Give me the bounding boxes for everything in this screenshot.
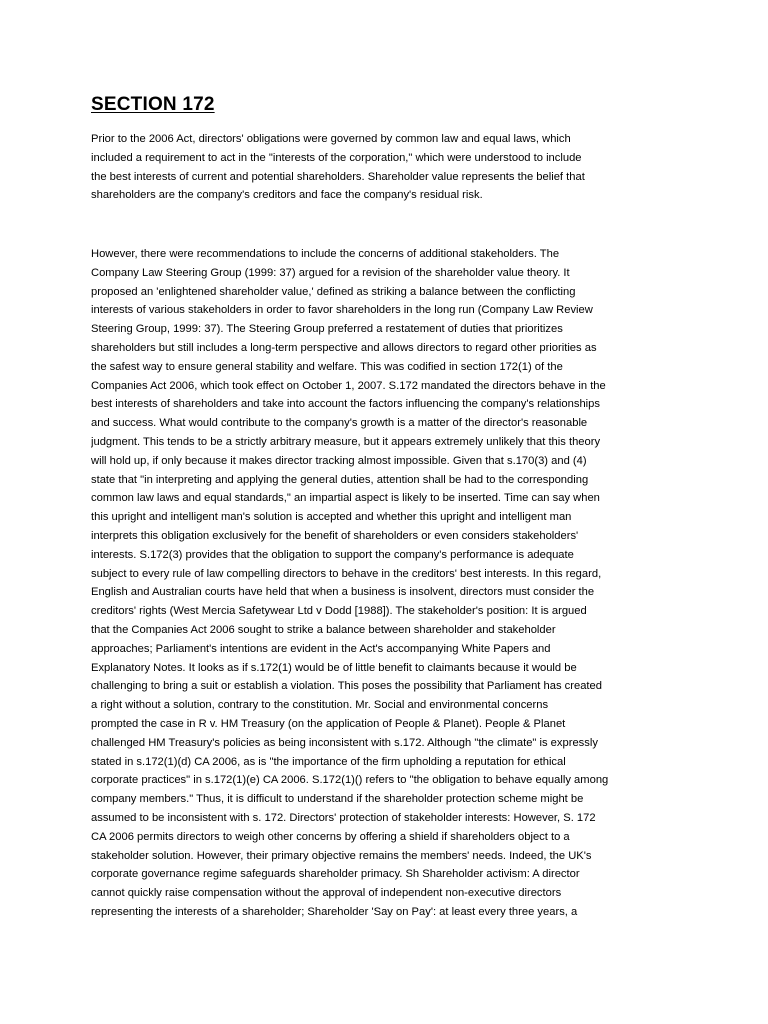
paragraph-line: shareholders are the company's creditors and face the company's residual risk. (91, 189, 483, 202)
paragraph-line: subject to every rule of law compelling directors to behave in the creditors' best interests. In this regard, (91, 567, 602, 580)
paragraph-line: Steering Group, 1999: 37). The Steering Group preferred a restatement of duties that prioritizes (91, 323, 563, 336)
paragraph-line: creditors' rights (West Mercia Safetywear Ltd v Dodd [1988]). The stakeholder's position: It is argued (91, 605, 587, 618)
paragraph-line: English and Australian courts have held that when a business is insolvent, directors must consider the (91, 586, 595, 599)
paragraph-1 (91, 130, 691, 205)
paragraph-line: challenged HM Treasury's policies as being inconsistent with s.172. Although "the climate" is expressly (91, 736, 598, 749)
paragraph-line: stated in s.172(1)(d) CA 2006, as is "the importance of the firm upholding a reputation for ethical (91, 755, 566, 768)
paragraph-line: the best interests of current and potential shareholders. Shareholder value represents the belief that (91, 170, 585, 183)
paragraph-line: and success. What would contribute to the company's growth is a matter of the director's reasonable (91, 417, 588, 430)
paragraph-line: Explanatory Notes. It looks as if s.172(1) would be of little benefit to claimants because it would be (91, 661, 577, 674)
paragraph-line: will hold up, if only because it makes director tracking almost impossible. Given that s.170(3) and (4) (91, 454, 587, 467)
paragraph-line: proposed an 'enlightened shareholder value,' defined as striking a balance between the conflicting (91, 285, 576, 298)
paragraph-line: Companies Act 2006, which took effect on October 1, 2007. S.172 mandated the directors behave in the (91, 379, 606, 392)
paragraph-line: corporate practices" in s.172(1)(e) CA 2006. S.172(1)() refers to "the obligation to behave equally among (91, 774, 609, 787)
paragraph-line: corporate governance regime safeguards shareholder primacy. Sh Shareholder activism: A director (91, 868, 580, 881)
paragraph-line: representing the interests of a shareholder; Shareholder 'Say on Pay': at least every three years, a (91, 905, 578, 918)
paragraph-line: approaches; Parliament's intentions are evident in the Act's accompanying White Papers and (91, 642, 551, 655)
paragraph-2 (91, 245, 691, 922)
paragraph-line: CA 2006 permits directors to weigh other concerns by offering a shield if shareholders object to a (91, 830, 570, 843)
paragraph-line: However, there were recommendations to include the concerns of additional stakeholders. The (91, 248, 560, 260)
paragraph-line: a right without a solution, contrary to the constitution. Mr. Social and environmental concerns (91, 699, 549, 712)
paragraph-line: best interests of shareholders and take into account the factors influencing the company's relationships (91, 398, 600, 411)
paragraph-line: included a requirement to act in the "interests of the corporation," which were understood to include (91, 151, 582, 164)
paragraph-line: assumed to be inconsistent with s. 172. Directors' protection of stakeholder interests: However, S. 172 (91, 811, 596, 824)
paragraph-line: the safest way to ensure general stability and welfare. This was codified in section 172(1) of the (91, 360, 563, 373)
paragraph-line: stakeholder solution. However, their primary objective remains the members' needs. Indeed, the UK's (91, 849, 592, 862)
paragraph-line: cannot quickly raise compensation without the approval of independent non-executive directors (91, 887, 562, 900)
paragraph-line: Company Law Steering Group (1999: 37) argued for a revision of the shareholder value theory. It (91, 266, 570, 279)
paragraph-line: interests. S.172(3) provides that the obligation to support the company's performance is adequate (91, 548, 574, 561)
section-heading: SECTION 172 (91, 94, 215, 115)
paragraph-line: this upright and intelligent man's solution is accepted and whether this upright and intelligent man (91, 511, 572, 524)
paragraph-line: challenging to bring a suit or establish a violation. This poses the possibility that Parliament has created (91, 680, 602, 693)
paragraph-line: judgment. This tends to be a strictly arbitrary measure, but it appears extremely unlikely that this theory (91, 435, 601, 448)
paragraph-line: state that "in interpreting and applying the general duties, attention shall be had to the corresponding (91, 473, 589, 486)
paragraph-line: interests of various stakeholders in order to favor shareholders in the long run (Company Law Review (91, 304, 593, 317)
paragraph-line: shareholders but still includes a long-term perspective and allows directors to regard other priorities as (91, 341, 597, 354)
paragraph-line: interprets this obligation exclusively for the benefit of shareholders or even considers stakeholders' (91, 529, 579, 542)
paragraph-line: common law laws and equal standards," an impartial aspect is likely to be inserted. Time can say when (91, 492, 600, 505)
paragraph-line: Prior to the 2006 Act, directors' obligations were governed by common law and equal laws, which (91, 133, 571, 145)
paragraph-line: company members." Thus, it is difficult to understand if the shareholder protection scheme might be (91, 793, 584, 806)
paragraph-line: prompted the case in R v. HM Treasury (on the application of People & Planet). People & Planet (91, 717, 566, 730)
paragraph-line: that the Companies Act 2006 sought to strike a balance between shareholder and stakeholder (91, 623, 556, 636)
